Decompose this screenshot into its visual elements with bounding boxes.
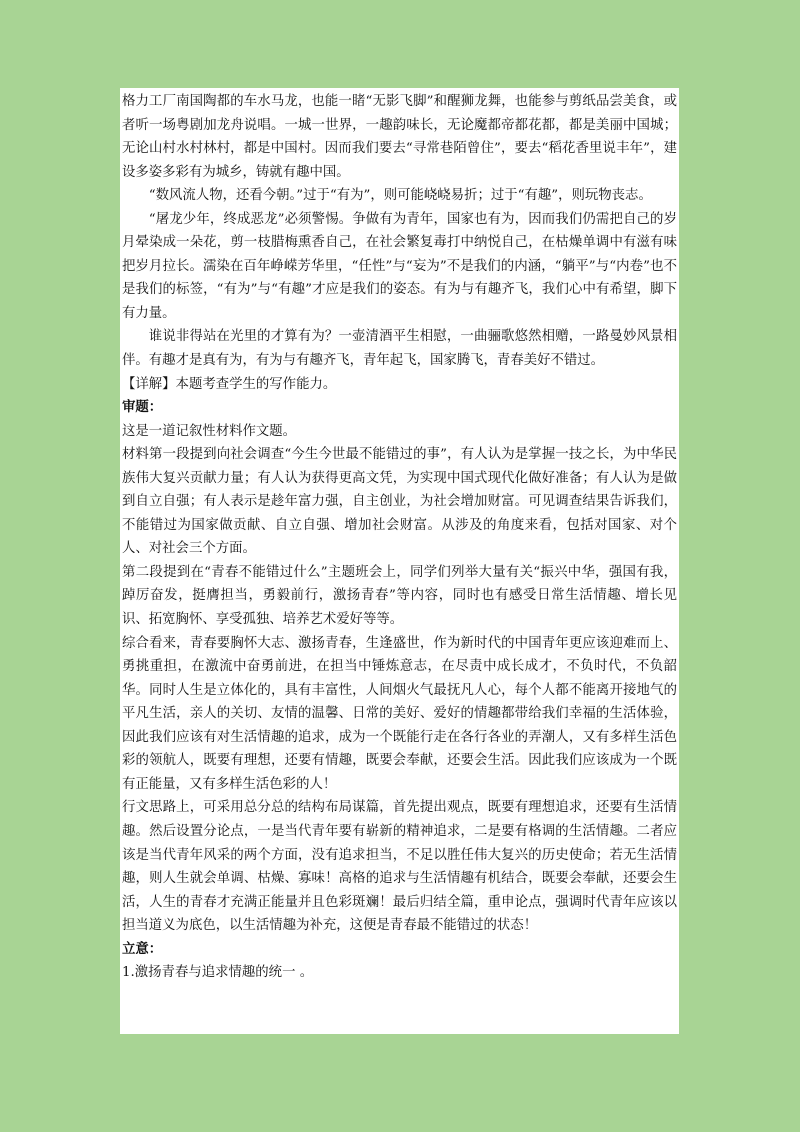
paragraph-material-second: 第二段提到在“青春不能错过什么”主题班会上，同学们列举大量有关“振兴中华，强国有我，踔厉奋发，挺膺担当，勇毅前行，激扬青春”等内容，同时也有感受日常生活情趣、增长见识、拓宽胸怀、享受孤独、培养艺术爱好等等。 bbox=[122, 564, 677, 628]
heading-shenti: 审题： bbox=[122, 400, 163, 416]
explanation-line: 【详解】本题考查学生的写作能力。 bbox=[122, 376, 337, 392]
document-page bbox=[120, 88, 679, 1034]
paragraph-writing-approach: 行文思路上，可采用总分总的结构布局谋篇，首先提出观点，既要有理想追求，还要有生活情趣。然后设置分论点，一是当代青年要有崭新的精神追求，二是要有格调的生活情趣。二者应该是当代青年风采的两个方面，没有追求担当，不足以胜任伟大复兴的历史使命；若无生活情趣，则人生就会单调、枯燥、寡味！高格的追求与生活情趣有机结合，既要会奉献，还要会生活，人生的青春才充满正能量并且色彩斑斓！最后归结全篇，重申论点，强调时代青年应该以担当道义为底色，以生活情趣为补充，这便是青春最不能错过的状态！ bbox=[122, 800, 677, 934]
paragraph-task-type: 这是一道记叙性材料作文题。 bbox=[122, 423, 297, 439]
heading-liyi: 立意： bbox=[122, 941, 163, 957]
paragraph-city-fun: 格力工厂南国陶都的车水马龙，也能一睹“无影飞脚”和醒狮龙舞，也能参与剪纸品尝美食，或者听一场粤剧加龙舟说唱。一城一世界，一趣韵味长，无论魔都帝都花都，都是美丽中国城；无论山村水村林村，都是中国村。因而我们要去“寻常巷陌曾住”，要去“稻花香里说丰年”，建设多姿多彩有为城乡，铸就有趣中国。 bbox=[122, 94, 677, 180]
paragraph-conclusion: 谁说非得站在光里的才算有为？一壶清酒平生相慰，一曲骊歌悠然相赠，一路曼妙风景相伴。有趣才是真有为，有为与有趣齐飞，青年起飞，国家腾飞，青春美好不错过。 bbox=[122, 329, 677, 369]
paragraph-dragon-slayer: “屠龙少年，终成恶龙”必须警惕。争做有为青年，国家也有为，因而我们仍需把自己的岁月晕染成一朵花，剪一枝腊梅熏香自己，在社会繁复毒打中纳悦自己，在枯燥单调中有滋有味把岁月拉长。濡染在百年峥嵘芳华里，“任性”与“妄为”不是我们的内涵，“躺平”与“内卷”也不是我们的标签，“有为”与“有趣”才应是我们的姿态。有为与有趣齐飞，我们心中有希望，脚下有力量。 bbox=[122, 211, 677, 321]
list-item-theme-1: 1.激扬青春与追求情趣的统一 。 bbox=[122, 965, 314, 981]
paragraph-synthesis: 综合看来，青春要胸怀大志、激扬青春，生逢盛世，作为新时代的中国青年更应该迎难而上、勇挑重担，在激流中奋勇前进，在担当中锤炼意志，在尽责中成长成才，不负时代，不负韶华。同时人生是立体化的，具有丰富性，人间烟火气最抚凡人心，每个人都不能离开接地气的平凡生活，亲人的关切、友情的温馨、日常的美好、爱好的情趣都带给我们幸福的生活体验，因此我们应该有对生活情趣的追求，成为一个既能行走在各行各业的弄潮人，又有多样生活色彩的领航人，既要有理想，还要有情趣，既要会奉献，还要会生活。因此我们应该成为一个既有正能量，又有多样生活色彩的人！ bbox=[122, 635, 677, 792]
paragraph-quote-heroes: “数风流人物，还看今朝。”过于“有为”，则可能峣峣易折；过于“有趣”，则玩物丧志。 bbox=[148, 188, 652, 204]
paragraph-material-first: 材料第一段提到向社会调查“今生今世最不能错过的事”，有人认为是掌握一技之长，为中华民族伟大复兴贡献力量；有人认为获得更高文凭，为实现中国式现代化做好准备；有人认为是做到自立自强；有人表示是趁年富力强，自主创业，为社会增加财富。可见调查结果告诉我们，不能错过为国家做贡献、自立自强、增加社会财富。从涉及的角度来看，包括对国家、对个人、对社会三个方面。 bbox=[122, 447, 677, 557]
